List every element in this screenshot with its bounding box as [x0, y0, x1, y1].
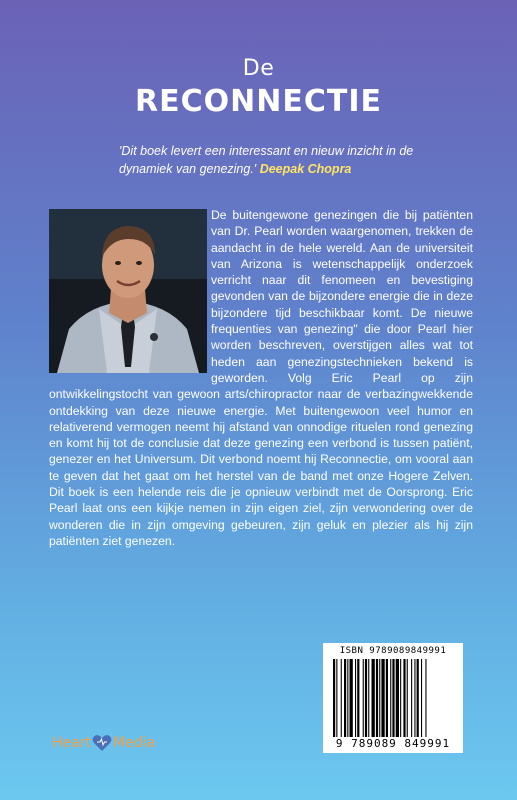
description-text: De buitengewone genezingen die bij patiënten van Dr. Pearl worden waargenomen, trekken de aandacht in de hele wereld. Aan de universiteit van Arizona is wetenschappelijk onderzoek verricht naar dit fenomeen en bevestiging gevonden van de bijzondere energie die in deze bijzondere tijd beschikbaar komt. De nieuwe frequenties van genezing" die door Pearl hier worden beschreven, overstijgen alles wat tot heden aan genezingstechnieken bekend is geworden. Volg Eric Pearl op zijn ontwikkelingstocht van gewoon arts/chiropractor naar de verbazingwekkende ontdekking van deze nieuwe energie. Met buitengewoon veel humor en relativerend vermogen neemt hij afstand van onnodige rituelen rond genezing en komt hij tot de conclusie dat deze genezing een verbond is tussen patiënt, genezer en het Universum. Dit verbond noemt hij Reconnectie, om vooral aan te geven dat het gaat om het herstel van de band met onze Hogere Zelven. Dit boek is een helende reis die je opnieuw verbindt met de Oorsprong. Eric Pearl laat ons een kijkje nemen in zijn eigen ziel, zijn verwondering over de wonderen die in zijn omgeving gebeuren, zijn geluk en plezier als hij zijn patiënten ziet genezen.	[49, 208, 473, 548]
isbn-barcode	[323, 643, 463, 753]
barcode-bar	[414, 659, 415, 737]
barcode-bar	[357, 659, 359, 737]
barcode-bar	[403, 659, 405, 737]
barcode-bar	[386, 659, 388, 737]
endorsement-quote	[119, 142, 419, 178]
quote-author: Deepak Chopra	[259, 162, 352, 176]
title-small: De	[242, 56, 275, 81]
barcode-bar	[372, 659, 375, 737]
barcode-bar	[341, 659, 342, 737]
barcode-bar	[355, 659, 356, 737]
barcode-bar	[396, 659, 399, 737]
barcode-bar	[347, 659, 348, 737]
book-title: RECONNECTIE	[135, 84, 382, 119]
quote-text: 'Dit boek levert een interessant en nieuw inzicht in de dynamiek van genezing.'	[119, 144, 414, 176]
barcode-bar	[363, 659, 364, 737]
barcode-bar	[407, 659, 408, 737]
isbn-label: ISBN 9789089849991	[339, 646, 447, 656]
barcode-bar	[350, 659, 353, 737]
barcode-bar	[400, 659, 401, 737]
publisher-logo	[52, 732, 155, 754]
publisher-name-part2: Media	[112, 735, 156, 751]
barcode-bar	[379, 659, 380, 737]
barcode-bar	[336, 659, 337, 737]
heart-icon	[92, 734, 112, 752]
barcode-bar	[368, 659, 369, 737]
barcode-bar	[411, 659, 412, 737]
barcode-bar	[381, 659, 384, 737]
barcode-bar	[425, 659, 426, 737]
barcode-bar	[390, 659, 391, 737]
barcode-bar	[417, 659, 419, 737]
book-description	[49, 207, 473, 549]
barcode-bar	[365, 659, 367, 737]
isbn-digits: 9 789089 849991	[335, 737, 451, 750]
publisher-name-part1: Heart	[52, 735, 91, 751]
barcode-bar	[333, 659, 335, 737]
barcode-bar	[421, 659, 422, 737]
photo-spacer	[49, 207, 211, 383]
barcode-bar	[344, 659, 346, 737]
barcode-bar	[392, 659, 394, 737]
barcode-bar	[376, 659, 378, 737]
